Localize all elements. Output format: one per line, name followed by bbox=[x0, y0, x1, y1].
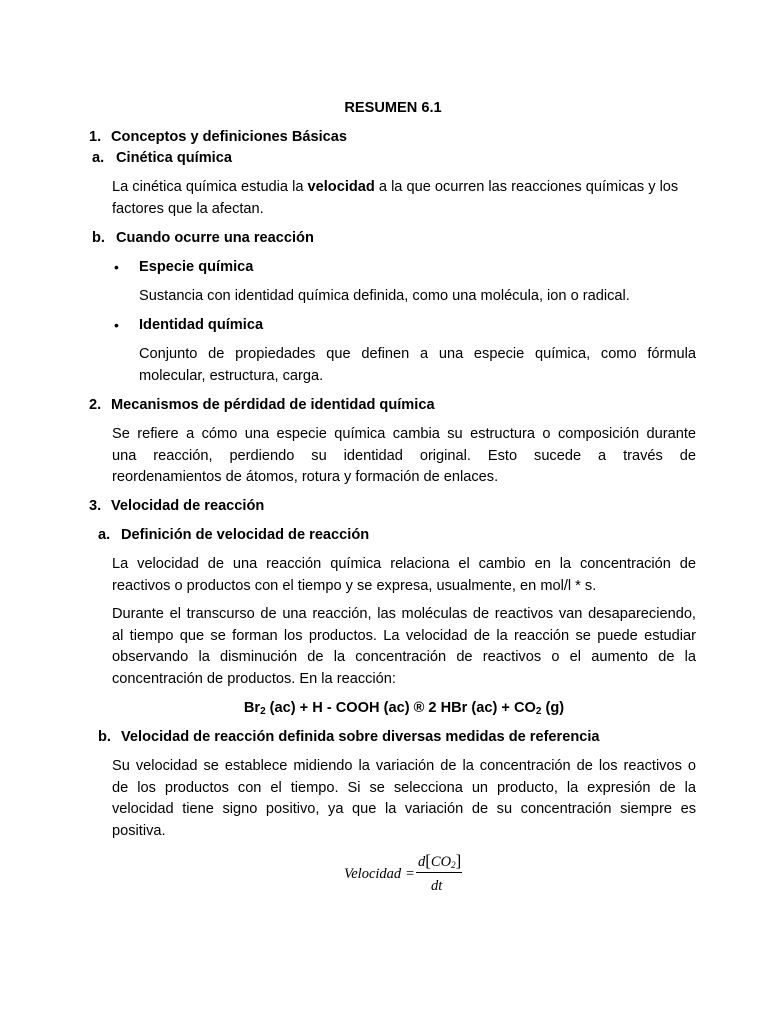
section-1-number: 1. bbox=[89, 129, 102, 145]
bullet-2-heading: Identidad química bbox=[139, 317, 264, 333]
paragraph-line: una reacción, perdiendo su identidad original. Esto sucede a través de bbox=[112, 447, 696, 464]
paragraph-line: factores que la afectan. bbox=[112, 200, 264, 217]
bullet-icon: • bbox=[114, 259, 119, 275]
section-3b-title: Velocidad de reacción definida sobre diversas medidas de referencia bbox=[121, 729, 600, 745]
paragraph-line: de los productos con el tiempo. Si se selecciona un producto, la expresión de la bbox=[112, 779, 696, 796]
equation-part: (ac) + H - COOH (ac) ® 2 HBr (ac) + CO bbox=[265, 700, 536, 716]
formula-subscript: 2 bbox=[451, 860, 456, 870]
fraction-bar bbox=[416, 872, 462, 873]
paragraph-line: concentración de productos. En la reacción: bbox=[112, 670, 396, 687]
section-3-heading bbox=[89, 496, 264, 518]
paragraph-line: observando la disminución de la concentración de reactivos o el aumento de la bbox=[112, 649, 696, 665]
equation-subscript: 2 bbox=[260, 706, 266, 717]
bullet-2-paragraph bbox=[139, 344, 696, 387]
document-title: RESUMEN 6.1 bbox=[344, 100, 442, 116]
section-1a-label: a. bbox=[92, 150, 105, 166]
formula-equals: = bbox=[406, 866, 415, 882]
bullet-1-heading: Especie química bbox=[139, 259, 254, 275]
section-1a-heading bbox=[92, 148, 232, 170]
section-2-paragraph bbox=[112, 424, 696, 489]
section-2-heading bbox=[89, 395, 435, 417]
bullet-1-text: Sustancia con identidad química definida, como una molécula, ion o radical. bbox=[139, 288, 630, 304]
emphasis-velocidad: velocidad bbox=[307, 179, 375, 195]
formula-lhs: Velocidad bbox=[344, 866, 402, 882]
section-3a-heading bbox=[98, 525, 369, 547]
paragraph-line: positiva. bbox=[112, 822, 166, 839]
paragraph-line: Su velocidad se establece midiendo la variación de la concentración de los reactivos o bbox=[112, 758, 696, 774]
equation-part: (g) bbox=[541, 700, 565, 716]
paragraph-line: al tiempo que se forman los productos. La velocidad de la reacción se puede estudiar bbox=[112, 627, 696, 644]
paragraph-text: La cinética química estudia la bbox=[112, 179, 308, 195]
paragraph-line: Conjunto de propiedades que definen a una especie química, como fórmula bbox=[139, 346, 696, 362]
section-3b-heading bbox=[98, 727, 600, 749]
section-1a-paragraph bbox=[112, 177, 696, 220]
paragraph-line: reordenamientos de átomos, rotura y formación de enlaces. bbox=[112, 469, 499, 485]
section-3a-paragraph-2 bbox=[112, 604, 696, 690]
formula-d: d bbox=[418, 854, 426, 870]
section-3-title: Velocidad de reacción bbox=[111, 498, 265, 514]
formula-bracket: ] bbox=[455, 851, 462, 870]
paragraph-line: reactivos o productos con el tiempo y se expresa, usualmente, en mol/l * s. bbox=[112, 577, 597, 594]
chemical-equation bbox=[112, 698, 696, 720]
paragraph-line: Durante el transcurso de una reacción, las moléculas de reactivos van desapareciendo, bbox=[112, 606, 696, 622]
paragraph-line: molecular, estructura, carga. bbox=[139, 367, 324, 384]
section-1-title: Conceptos y definiciones Básicas bbox=[111, 129, 348, 145]
formula-bracket: [ bbox=[425, 851, 431, 870]
equation-part: Br bbox=[243, 700, 261, 716]
formula-denominator: dt bbox=[431, 878, 443, 894]
section-3b-label: b. bbox=[98, 729, 111, 745]
section-1b-label: b. bbox=[92, 230, 105, 246]
formula-numerator bbox=[418, 850, 461, 874]
equation-subscript: 2 bbox=[535, 706, 542, 717]
section-3a-label: a. bbox=[98, 527, 111, 543]
section-2-number: 2. bbox=[89, 397, 102, 413]
paragraph-line: La velocidad de una reacción química relaciona el cambio en la concentración de bbox=[112, 556, 696, 572]
section-2-title: Mecanismos de pérdidad de identidad química bbox=[111, 397, 435, 413]
section-1a-title: Cinética química bbox=[116, 150, 232, 166]
paragraph-text: a la que ocurren las reacciones químicas y los bbox=[374, 179, 679, 195]
section-1b-title: Cuando ocurre una reacción bbox=[116, 230, 314, 246]
paragraph-line: Se refiere a cómo una especie química cambia su estructura o composición durante bbox=[112, 426, 696, 442]
section-3a-paragraph-1 bbox=[112, 554, 696, 597]
section-3b-paragraph bbox=[112, 756, 696, 842]
section-1-heading bbox=[89, 127, 347, 149]
bullet-icon: • bbox=[114, 317, 119, 333]
paragraph-line: velocidad tiene signo positivo, ya que la variación de su concentración siempre es bbox=[112, 801, 696, 817]
section-3-number: 3. bbox=[89, 498, 102, 514]
section-3a-title: Definición de velocidad de reacción bbox=[121, 527, 370, 543]
formula-species: CO bbox=[430, 854, 452, 870]
section-1b-heading bbox=[92, 228, 314, 250]
